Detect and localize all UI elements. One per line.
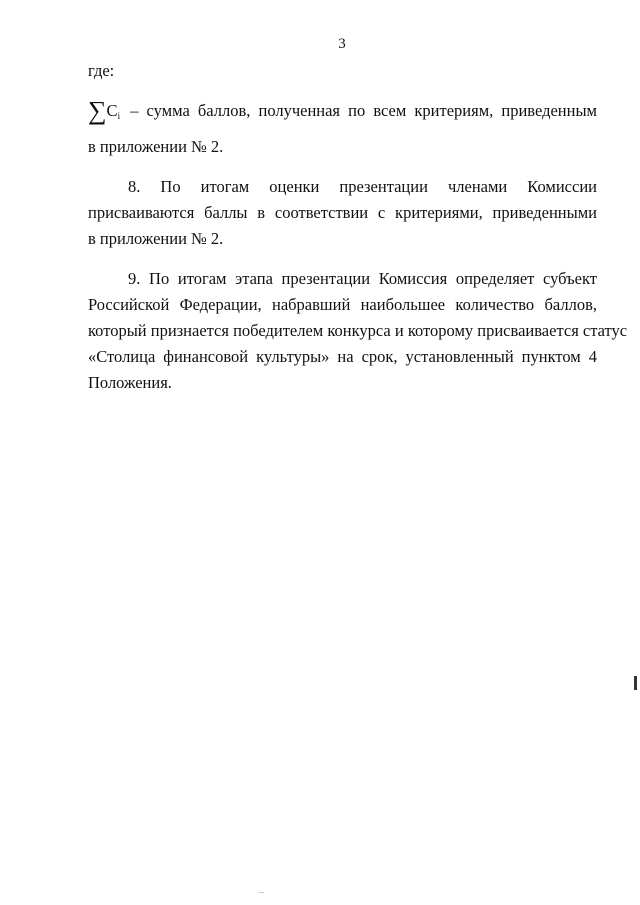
sum-subscript: i bbox=[117, 111, 121, 121]
sum-definition-line2: в приложении № 2. bbox=[88, 137, 224, 156]
item9-line4: «Столица финансовой культуры» на срок, установленный пунктом 4 bbox=[88, 347, 597, 366]
where-label: где: bbox=[88, 61, 115, 80]
page-number: 3 bbox=[338, 36, 346, 52]
sum-definition-text: – сумма баллов, полученная по всем критериям, приведенным bbox=[130, 101, 597, 120]
item9-line2: Российской Федерации, набравший наибольшее количество баллов, bbox=[88, 295, 597, 314]
sum-expression bbox=[88, 96, 122, 125]
sum-definition-line bbox=[88, 96, 597, 126]
sigma-symbol: ∑ bbox=[88, 96, 107, 125]
sum-variable: C bbox=[106, 101, 118, 120]
document-body bbox=[88, 58, 628, 396]
item8-line3: в приложении № 2. bbox=[88, 229, 224, 248]
item9-line5: Положения. bbox=[88, 373, 172, 392]
item8-line1: 8. По итогам оценки презентации членами Комиссии bbox=[128, 177, 597, 196]
item8-line2: присваиваются баллы в соответствии с критериями, приведенными bbox=[88, 203, 597, 222]
item9-line3: который признается победителем конкурса и которому присваивается статус bbox=[88, 321, 628, 340]
scan-footer-mark bbox=[258, 892, 264, 893]
item9-line1: 9. По итогам этапа презентации Комиссия определяет субъект bbox=[128, 269, 597, 288]
scan-edge-mark bbox=[634, 676, 637, 690]
